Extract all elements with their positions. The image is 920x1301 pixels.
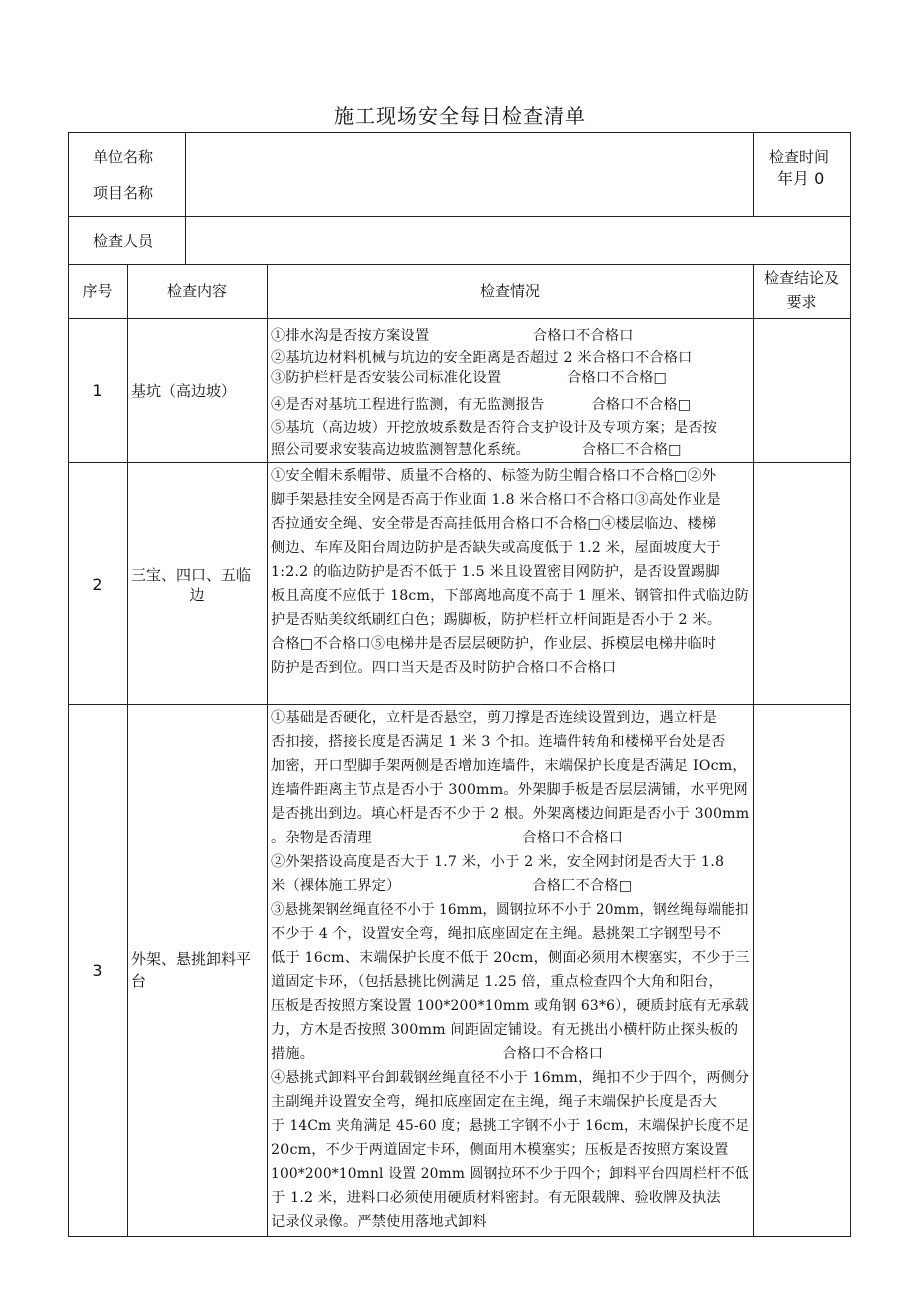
row-3-line: ①基础是否硬化，立杆是否悬空，剪刀撑是否连续设置到边，遇立杆是: [271, 710, 718, 726]
column-conclusion-header-line2: 要求: [786, 293, 817, 311]
row-2-line: 板且高度不应低于 18cm，下部离地高度不高于 1 厘米、钢管扣件式临边防: [271, 588, 749, 604]
row-3-line: 100*200*10mnl 设置 20mm 圆钢拉环不少于四个；卸料平台四周栏杆不低: [271, 1166, 749, 1182]
row-3-line: 不少于 4 个，设置安全弯，绳扣底座固定在主绳。悬挑架工字钢型号不: [271, 926, 722, 942]
row-3-line: 压板是否按照方案设置 100*200*10mm 或角钢 63*6），硬质封底有无承载: [271, 998, 749, 1014]
row-1-line: ③防护栏杆是否安装公司标准化设置 合格口不合格□: [271, 370, 668, 386]
row-2-line: 脚手架悬挂安全网是否高于作业面 1.8 米合格口不合格口③高处作业是: [271, 492, 721, 508]
row-1-line: 照公司要求安装高边坡监测智慧化系统。 合格匚不合格□: [271, 442, 682, 458]
row-2-line: ①安全帽未系帽带、质量不合格的、标签为防尘帽合格口不合格□②外: [271, 468, 717, 484]
row-2-line: 1:2.2 的临边防护是否不低于 1.5 米且设置密目网防护，是否设置踢脚: [271, 564, 720, 580]
page-title: 施工现场安全每日检查清单: [334, 104, 586, 128]
row-1-item: 基坑（高边坡）: [131, 382, 237, 400]
row-3-line: 20cm，不少于两道固定卡环，侧面用木模塞实；压板是否按照方案设置: [271, 1142, 729, 1158]
row-1-line: ⑤基坑（高边坡）开挖放坡系数是否符合支护设计及专项方案；是否按: [271, 420, 718, 436]
inspection-time-value: 年月 0: [777, 169, 825, 188]
row-3-line: 于 14Cm 夹角满足 45-60 度；悬挑工字钢不小于 16cm，末端保护长度不足: [271, 1118, 750, 1134]
row-2-number: 2: [92, 575, 103, 594]
project-name-label: 项目名称: [93, 184, 154, 202]
row-3-line: 是否挑出到边。填心杆是否不少于 2 根。外架离楼边间距是否小于 300mm: [271, 806, 750, 822]
row-3-line: 措施。 合格口不合格口: [271, 1046, 604, 1062]
row-3-number: 3: [92, 961, 103, 980]
row-3-item: 外架、悬挑卸料平: [131, 950, 252, 968]
row-3-line: 主副绳并设置安全弯，绳扣底座固定在主绳，绳子末端保护长度是否大: [271, 1094, 718, 1110]
column-content-header: 检查内容: [166, 282, 227, 300]
row-3-item-line2: 台: [131, 972, 147, 990]
row-3-line: ③悬挑架钢丝绳直径不小于 16mm，圆钢拉环不小于 20mm，钢丝绳每端能扣: [271, 902, 749, 918]
row-3-line: ②外架搭设高度是否大于 1.7 米，小于 2 米，安全网封闭是否大于 1.8: [271, 854, 725, 870]
column-status-header: 检查情况: [479, 282, 540, 300]
row-2-line: 侧边、车库及阳台周边防护是否缺失或高度低于 1.2 米，屋面坡度大于: [271, 540, 721, 556]
row-2-item: 三宝、四口、五临: [131, 566, 252, 584]
row-2-line: 护是否贴美纹纸刷红白色；踢脚板，防护栏杆立杆间距是否小于 2 米。: [271, 612, 722, 628]
row-2-line: 防护是否到位。四口当天是否及时防护合格口不合格口: [271, 660, 617, 676]
row-3-line: 加密，开口型脚手架两侧是否增加连墙件，末端保护长度是否满足 IOcm，: [271, 758, 747, 774]
row-3-line: 米（裸体施工界定） 合格匚不合格□: [271, 878, 633, 894]
row-3-line: 道固定卡环，（包括悬挑比例满足 1.25 倍，重点检查四个大角和阳台，: [271, 974, 723, 990]
row-3-line: ④悬挑式卸料平台卸载钢丝绳直径不小于 16mm，绳扣不少于四个，两侧分: [271, 1070, 750, 1086]
inspection-time-label: 检查时间: [769, 148, 830, 166]
column-no-header: 序号: [82, 282, 113, 300]
row-3-line: 力，方木是否按照 300mm 间距固定铺设。有无挑出小横杆防止探头板的: [271, 1022, 739, 1038]
row-3-line: 连墙件距离主节点是否小于 300mm。外架脚手板是否层层满铺，水平兜网: [271, 782, 748, 798]
row-1-number: 1: [92, 381, 103, 400]
row-3-line: 于 1.2 米，进料口必须使用硬质材料密封。有无限载牌、验收牌及执法: [271, 1190, 721, 1206]
row-1-line: ②基坑边材料机械与坑边的安全距离是否超过 2 米合格口不合格口: [271, 350, 693, 366]
column-conclusion-header: 检查结论及: [763, 269, 839, 287]
row-2-item-line2: 边: [189, 586, 205, 604]
row-1-line: ①排水沟是否按方案设置 合格口不合格口: [271, 328, 634, 344]
inspector-label: 检查人员: [93, 232, 154, 250]
row-3-line: 记录仪录像。严禁使用落地式卸料: [271, 1214, 487, 1230]
row-3-line: 否扣接，搭接长度是否满足 1 米 3 个扣。连墙件转角和楼梯平台处是否: [271, 734, 726, 750]
row-3-line: 低于 16cm、末端保护长度不低于 20cm，侧面必须用木楔塞实，不少于三: [271, 950, 750, 966]
unit-name-label: 单位名称: [93, 148, 154, 166]
row-2-line: 合格□不合格口⑤电梯井是否层层硬防护，作业层、拆模层电梯井临时: [271, 636, 717, 652]
row-2-line: 否拉通安全绳、安全带是否高挂低用合格口不合格□④楼层临边、楼梯: [271, 516, 717, 532]
row-1-line: ④是否对基坑工程进行监测，有无监测报告 合格口不合格□: [271, 397, 692, 413]
row-3-line: 。杂物是否清理 合格口不合格口: [271, 830, 624, 846]
